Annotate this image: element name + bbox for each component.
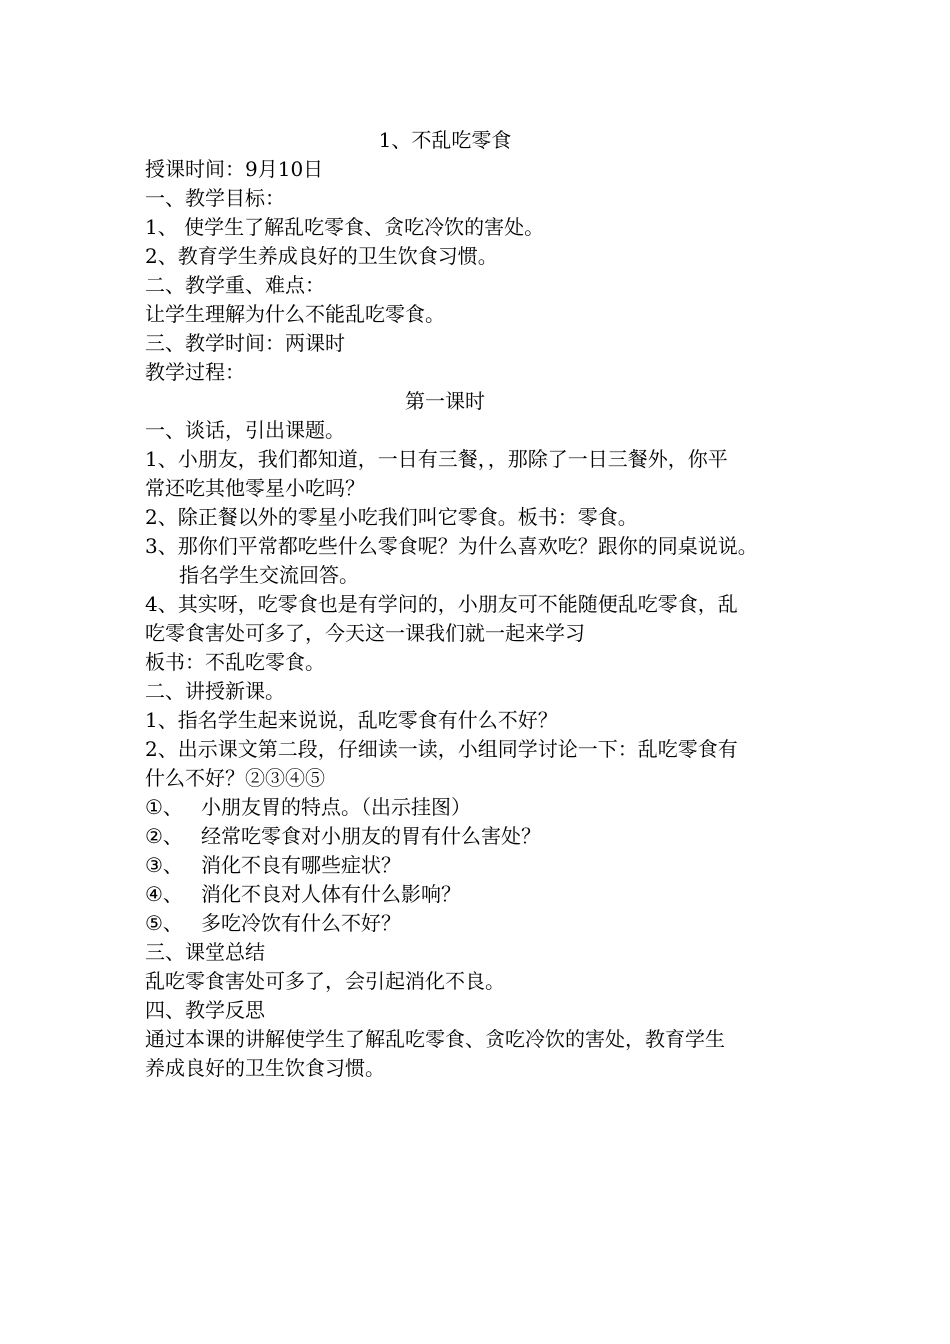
discussion-item-number: ③、 — [145, 853, 183, 877]
discussion-item-number: ①、 — [145, 795, 183, 819]
section-1-paragraph-2: 2、除正餐以外的零星小吃我们叫它零食。板书：零食。 — [145, 505, 638, 529]
discussion-item-text: 经常吃零食对小朋友的胃有什么害处？ — [201, 824, 541, 848]
discussion-item-text: 消化不良有哪些症状？ — [201, 853, 401, 877]
discussion-item — [145, 909, 810, 938]
lesson-title: 第一课时 — [405, 389, 485, 413]
discussion-item — [145, 793, 810, 822]
process-heading: 教学过程： — [145, 360, 245, 384]
discussion-item-number: ②、 — [145, 824, 183, 848]
section-1-paragraph-4b: 吃零食害处可多了，今天这一课我们就一起来学习 — [145, 621, 585, 645]
section-1-paragraph-3: 3、那你们平常都吃些什么零食呢？为什么喜欢吃？跟你的同桌说说。 — [145, 534, 758, 558]
section-3-heading: 三、课堂总结 — [145, 940, 265, 964]
section-1-paragraph-4a: 4、其实呀，吃零食也是有学问的，小朋友可不能随便乱吃零食，乱 — [145, 592, 738, 616]
key-points-heading: 二、教学重、难点： — [145, 273, 325, 297]
section-1-heading: 一、谈话，引出课题。 — [145, 418, 345, 442]
section-1-board-note: 板书：不乱吃零食。 — [145, 650, 325, 674]
discussion-item-number: ④、 — [145, 882, 183, 906]
teaching-period-heading: 三、教学时间：两课时 — [145, 331, 345, 355]
key-points-text: 让学生理解为什么不能乱吃零食。 — [145, 302, 445, 326]
section-3-text: 乱吃零食害处可多了，会引起消化不良。 — [145, 969, 505, 993]
section-4-text-a: 通过本课的讲解使学生了解乱吃零食、贪吃冷饮的害处，教育学生 — [145, 1027, 725, 1051]
goal-item-2: 2、教育学生养成良好的卫生饮食习惯。 — [145, 244, 498, 268]
section-1-paragraph-1b: 常还吃其他零星小吃吗？ — [145, 476, 365, 500]
discussion-item-text: 消化不良对人体有什么影响？ — [201, 882, 461, 906]
discussion-item-text: 小朋友胃的特点。（出示挂图） — [201, 795, 471, 819]
discussion-item — [145, 880, 810, 909]
section-2-heading: 二、讲授新课。 — [145, 679, 285, 703]
goal-item-1: 1、 使学生了解乱吃零食、贪吃冷饮的害处。 — [145, 215, 545, 239]
section-2-paragraph-1: 1、指名学生起来说说，乱吃零食有什么不好？ — [145, 708, 558, 732]
discussion-item-number: ⑤、 — [145, 911, 183, 935]
class-time: 授课时间：9月10日 — [145, 157, 324, 181]
section-2-paragraph-2a: 2、出示课文第二段，仔细读一读，小组同学讨论一下：乱吃零食有 — [145, 737, 738, 761]
discussion-item — [145, 851, 810, 880]
discussion-item-text: 多吃冷饮有什么不好？ — [201, 911, 401, 935]
section-4-heading: 四、教学反思 — [145, 998, 265, 1022]
section-4-text-b: 养成良好的卫生饮食习惯。 — [145, 1056, 385, 1080]
section-2-paragraph-2b: 什么不好？②③④⑤ — [145, 766, 325, 790]
document-page — [145, 126, 810, 1083]
section-1-paragraph-1a: 1、小朋友，我们都知道，一日有三餐，，那除了一日三餐外，你平 — [145, 447, 728, 471]
document-title: 1、不乱吃零食 — [378, 128, 512, 152]
goal-heading: 一、教学目标： — [145, 186, 285, 210]
discussion-item — [145, 822, 810, 851]
section-1-paragraph-3b: 指名学生交流回答。 — [179, 563, 359, 587]
